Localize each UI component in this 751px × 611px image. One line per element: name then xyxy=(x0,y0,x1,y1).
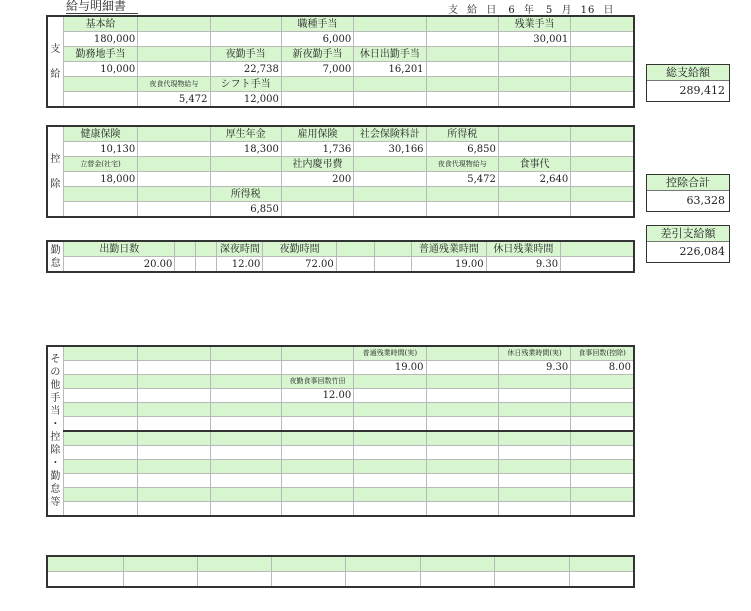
cell xyxy=(426,431,498,446)
side-char: そ xyxy=(50,354,61,365)
cell xyxy=(571,417,634,432)
cell xyxy=(175,241,196,257)
cell: 8.00 xyxy=(571,361,634,375)
cell: 所得税 xyxy=(210,187,281,202)
cell: 休日残業時間 xyxy=(486,241,560,257)
cell xyxy=(354,202,426,218)
cell xyxy=(498,92,570,108)
side-char: 他 xyxy=(50,380,61,391)
value-row xyxy=(47,474,634,488)
cell: 12.00 xyxy=(217,257,263,273)
cell xyxy=(426,346,498,361)
cell xyxy=(498,142,570,157)
gross-pay-value: 289,412 xyxy=(679,84,725,97)
side-char: 除 xyxy=(50,178,61,190)
cell xyxy=(571,202,634,218)
cell xyxy=(426,16,498,32)
cell xyxy=(196,241,217,257)
cell xyxy=(571,187,634,202)
value-row xyxy=(47,142,634,157)
cell xyxy=(210,417,281,432)
cell: 12.00 xyxy=(281,389,353,403)
cell xyxy=(354,446,426,460)
cell: 30,001 xyxy=(498,32,570,47)
value-row xyxy=(47,502,634,517)
cell xyxy=(420,556,494,572)
cell xyxy=(138,172,210,187)
payment-table xyxy=(46,15,635,108)
cell: 勤務地手当 xyxy=(63,47,137,62)
cell: 30,166 xyxy=(354,142,426,157)
cell xyxy=(354,375,426,389)
cell xyxy=(63,77,137,92)
cell xyxy=(63,502,137,517)
value-row xyxy=(47,172,634,187)
net-pay-box xyxy=(646,225,730,263)
cell: 夜勤食事回数竹田 xyxy=(281,375,353,389)
cell xyxy=(426,417,498,432)
cell xyxy=(571,62,634,77)
cell: 夜食代現物給与 xyxy=(426,157,498,172)
cell xyxy=(281,77,353,92)
cell xyxy=(281,460,353,474)
cell xyxy=(63,431,137,446)
side-char: ・ xyxy=(50,458,61,469)
cell xyxy=(47,556,124,572)
cell: シフト手当 xyxy=(210,77,281,92)
cell: 厚生年金 xyxy=(210,126,281,142)
side-char: ・ xyxy=(50,419,61,430)
cell xyxy=(498,187,570,202)
label-row xyxy=(47,47,634,62)
cell: 出勤日数 xyxy=(64,241,175,257)
value-row xyxy=(47,32,634,47)
value-row xyxy=(47,62,634,77)
cell xyxy=(354,389,426,403)
side-char: 怠 xyxy=(50,257,61,269)
label-row xyxy=(47,403,634,417)
pay-date: 支 給 日 6 年 5 月 16 日 xyxy=(448,5,615,16)
cell: 新夜勤手当 xyxy=(281,47,353,62)
cell xyxy=(210,346,281,361)
cell xyxy=(426,389,498,403)
cell xyxy=(138,157,210,172)
deduction-table xyxy=(46,125,635,218)
cell xyxy=(63,389,137,403)
cell xyxy=(498,502,570,517)
cell: 18,000 xyxy=(63,172,137,187)
value-row xyxy=(47,361,634,375)
cell xyxy=(210,157,281,172)
cell xyxy=(426,47,498,62)
cell: 20.00 xyxy=(64,257,175,273)
cell xyxy=(138,446,210,460)
other-table xyxy=(46,345,635,517)
cell xyxy=(281,488,353,502)
cell xyxy=(571,142,634,157)
cell xyxy=(138,361,210,375)
cell xyxy=(498,375,570,389)
cell xyxy=(498,474,570,488)
cell: 6,850 xyxy=(210,202,281,218)
cell xyxy=(571,126,634,142)
side-char: 控 xyxy=(50,432,61,443)
cell xyxy=(281,474,353,488)
cell xyxy=(210,446,281,460)
cell xyxy=(138,16,210,32)
label-row xyxy=(47,16,634,32)
attendance-table xyxy=(46,240,635,273)
cell: 9.30 xyxy=(486,257,560,273)
cell xyxy=(571,488,634,502)
cell xyxy=(354,431,426,446)
cell xyxy=(138,460,210,474)
net-pay-label: 差引支給額 xyxy=(647,226,729,242)
cell: 普通残業時間 xyxy=(412,241,486,257)
side-char: 支 xyxy=(50,43,61,55)
cell xyxy=(354,417,426,432)
cell xyxy=(420,572,494,588)
cell xyxy=(354,32,426,47)
cell xyxy=(498,403,570,417)
cell xyxy=(426,403,498,417)
side-char: 控 xyxy=(50,153,61,165)
cell xyxy=(571,446,634,460)
cell xyxy=(354,187,426,202)
cell xyxy=(271,556,345,572)
section-side-label xyxy=(47,126,63,217)
cell xyxy=(138,389,210,403)
cell xyxy=(498,488,570,502)
cell xyxy=(63,446,137,460)
side-char: 怠 xyxy=(50,484,61,495)
cell: 1,736 xyxy=(281,142,353,157)
cell: 7,000 xyxy=(281,62,353,77)
cell xyxy=(426,187,498,202)
cell xyxy=(354,77,426,92)
cell xyxy=(498,446,570,460)
label-row xyxy=(47,375,634,389)
cell xyxy=(138,126,210,142)
cell xyxy=(354,92,426,108)
cell xyxy=(498,460,570,474)
value-row xyxy=(47,92,634,108)
cell xyxy=(138,62,210,77)
cell xyxy=(281,446,353,460)
cell: 職種手当 xyxy=(281,16,353,32)
cell xyxy=(63,187,137,202)
cell xyxy=(281,403,353,417)
side-char: 当 xyxy=(50,406,61,417)
cell xyxy=(210,431,281,446)
cell xyxy=(346,572,420,588)
cell xyxy=(498,62,570,77)
cell: 普通残業時間(実) xyxy=(354,346,426,361)
cell: 食事代 xyxy=(498,157,570,172)
cell xyxy=(336,241,374,257)
cell: 雇用保険 xyxy=(281,126,353,142)
label-row xyxy=(47,77,634,92)
cell: 180,000 xyxy=(63,32,137,47)
cell xyxy=(426,446,498,460)
cell xyxy=(138,431,210,446)
cell: 社会保険料計 xyxy=(354,126,426,142)
cell: 食事回数(控除) xyxy=(571,346,634,361)
cell xyxy=(138,417,210,432)
side-char: 給 xyxy=(50,68,61,80)
cell xyxy=(138,346,210,361)
cell xyxy=(426,488,498,502)
section-side-label xyxy=(47,16,63,107)
footer-table xyxy=(46,555,635,588)
cell xyxy=(426,77,498,92)
cell xyxy=(354,474,426,488)
cell xyxy=(374,257,412,273)
cell xyxy=(498,389,570,403)
cell: 基本給 xyxy=(63,16,137,32)
cell: 社内慶弔費 xyxy=(281,157,353,172)
cell xyxy=(426,92,498,108)
cell: 200 xyxy=(281,172,353,187)
cell xyxy=(571,172,634,187)
cell xyxy=(124,572,198,588)
cell xyxy=(346,556,420,572)
cell xyxy=(281,431,353,446)
cell xyxy=(571,157,634,172)
cell: 休日残業時間(実) xyxy=(498,346,570,361)
cell: 残業手当 xyxy=(498,16,570,32)
cell xyxy=(569,556,634,572)
cell: 健康保険 xyxy=(63,126,137,142)
cell: 19.00 xyxy=(412,257,486,273)
label-row xyxy=(47,431,634,446)
cell xyxy=(63,417,137,432)
cell: 12,000 xyxy=(210,92,281,108)
cell xyxy=(63,375,137,389)
cell xyxy=(281,92,353,108)
label-row xyxy=(47,126,634,142)
cell xyxy=(210,488,281,502)
side-char: 勤 xyxy=(50,244,61,256)
deduction-total-box xyxy=(646,174,730,212)
cell xyxy=(210,361,281,375)
cell: 72.00 xyxy=(263,257,336,273)
cell xyxy=(63,346,137,361)
cell: 立替金(社宅) xyxy=(63,157,137,172)
cell: 6,000 xyxy=(281,32,353,47)
cell xyxy=(63,474,137,488)
cell xyxy=(426,361,498,375)
cell xyxy=(498,47,570,62)
cell xyxy=(426,32,498,47)
cell: 18,300 xyxy=(210,142,281,157)
cell xyxy=(138,187,210,202)
side-char: 除 xyxy=(50,445,61,456)
cell xyxy=(47,572,124,588)
cell: 10,000 xyxy=(63,62,137,77)
cell xyxy=(354,488,426,502)
cell xyxy=(495,556,569,572)
cell xyxy=(571,474,634,488)
cell xyxy=(571,460,634,474)
value-row xyxy=(47,572,634,588)
cell: 22,738 xyxy=(210,62,281,77)
cell xyxy=(63,92,137,108)
cell xyxy=(571,92,634,108)
cell xyxy=(210,389,281,403)
cell xyxy=(271,572,345,588)
side-char: 勤 xyxy=(50,471,61,482)
cell xyxy=(354,403,426,417)
cell xyxy=(571,431,634,446)
cell xyxy=(281,202,353,218)
cell: 9.30 xyxy=(498,361,570,375)
cell xyxy=(198,556,271,572)
cell xyxy=(210,172,281,187)
cell xyxy=(210,474,281,488)
cell xyxy=(210,502,281,517)
value-row xyxy=(47,257,634,273)
cell xyxy=(426,460,498,474)
cell xyxy=(571,502,634,517)
cell xyxy=(198,572,271,588)
label-row xyxy=(47,187,634,202)
cell xyxy=(210,460,281,474)
cell xyxy=(571,389,634,403)
cell xyxy=(426,375,498,389)
cell xyxy=(63,488,137,502)
cell xyxy=(426,202,498,218)
document-title: 給与明細書 xyxy=(66,0,138,14)
cell: 6,850 xyxy=(426,142,498,157)
deduction-total-value: 63,328 xyxy=(686,194,725,207)
gross-pay-label: 総支給額 xyxy=(647,65,729,81)
cell xyxy=(498,417,570,432)
cell: 夜勤時間 xyxy=(263,241,336,257)
label-row xyxy=(47,556,634,572)
cell xyxy=(571,375,634,389)
cell xyxy=(426,502,498,517)
section-side-label xyxy=(47,346,63,516)
value-row xyxy=(47,417,634,432)
cell xyxy=(426,62,498,77)
label-row xyxy=(47,488,634,502)
cell xyxy=(210,375,281,389)
side-char: 等 xyxy=(50,497,61,508)
cell xyxy=(138,202,210,218)
cell xyxy=(138,375,210,389)
cell xyxy=(498,202,570,218)
cell xyxy=(281,187,353,202)
cell xyxy=(498,431,570,446)
cell xyxy=(495,572,569,588)
cell: 夜食代現物給与 xyxy=(138,77,210,92)
cell xyxy=(374,241,412,257)
deduction-total-label: 控除合計 xyxy=(647,175,729,191)
label-row xyxy=(47,157,634,172)
cell xyxy=(175,257,196,273)
cell xyxy=(354,172,426,187)
cell xyxy=(138,142,210,157)
cell: 19.00 xyxy=(354,361,426,375)
cell xyxy=(281,346,353,361)
cell xyxy=(138,502,210,517)
cell xyxy=(571,47,634,62)
cell xyxy=(63,403,137,417)
cell xyxy=(196,257,217,273)
cell xyxy=(281,502,353,517)
cell xyxy=(210,32,281,47)
cell xyxy=(571,32,634,47)
cell: 所得税 xyxy=(426,126,498,142)
cell: 16,201 xyxy=(354,62,426,77)
side-char: 手 xyxy=(50,393,61,404)
cell xyxy=(63,361,137,375)
cell xyxy=(138,488,210,502)
cell xyxy=(63,202,137,218)
cell xyxy=(138,47,210,62)
value-row xyxy=(47,202,634,218)
cell: 2,640 xyxy=(498,172,570,187)
cell xyxy=(354,16,426,32)
cell xyxy=(63,460,137,474)
side-char: の xyxy=(50,367,61,378)
cell xyxy=(354,157,426,172)
label-row xyxy=(47,241,634,257)
cell xyxy=(124,556,198,572)
cell xyxy=(138,32,210,47)
section-side-label xyxy=(47,241,64,272)
label-row xyxy=(47,460,634,474)
cell xyxy=(569,572,634,588)
cell xyxy=(354,502,426,517)
cell: 休日出勤手当 xyxy=(354,47,426,62)
cell xyxy=(571,77,634,92)
cell: 深夜時間 xyxy=(217,241,263,257)
cell xyxy=(210,403,281,417)
cell xyxy=(281,361,353,375)
value-row xyxy=(47,446,634,460)
cell xyxy=(561,257,634,273)
value-row xyxy=(47,389,634,403)
cell xyxy=(138,474,210,488)
cell xyxy=(498,126,570,142)
cell: 5,472 xyxy=(138,92,210,108)
cell xyxy=(354,460,426,474)
net-pay-value: 226,084 xyxy=(679,245,725,258)
cell xyxy=(210,16,281,32)
gross-pay-box xyxy=(646,64,730,102)
cell: 10,130 xyxy=(63,142,137,157)
cell xyxy=(561,241,634,257)
cell xyxy=(281,417,353,432)
cell: 夜勤手当 xyxy=(210,47,281,62)
cell: 5,472 xyxy=(426,172,498,187)
cell xyxy=(498,77,570,92)
label-row xyxy=(47,346,634,361)
cell xyxy=(571,403,634,417)
cell xyxy=(426,474,498,488)
cell xyxy=(336,257,374,273)
cell xyxy=(571,16,634,32)
cell xyxy=(138,403,210,417)
